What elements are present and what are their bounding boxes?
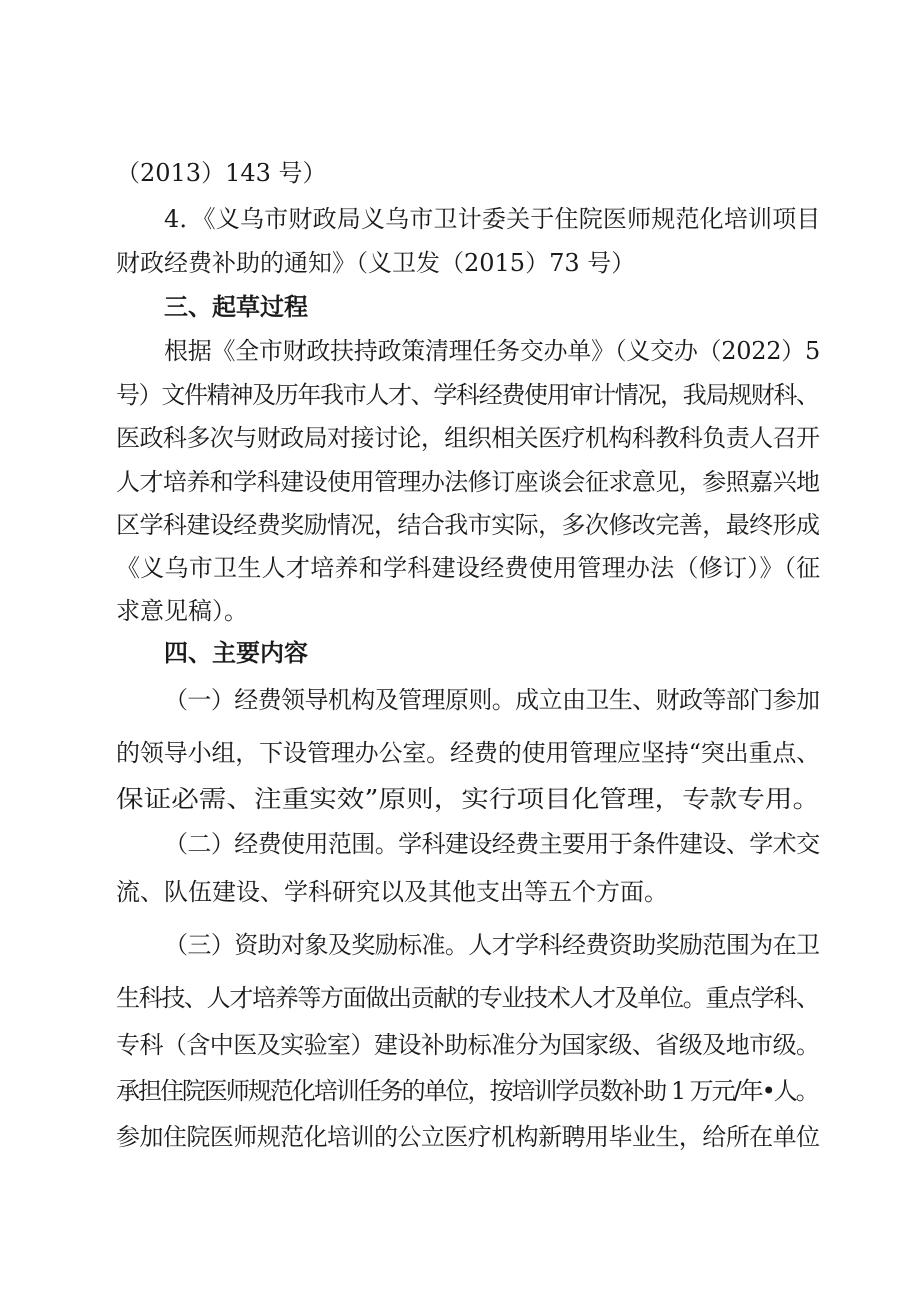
text-line-5: 号）文件精神及历年我市人才、学科经费使用审计情况，我局规财科、 <box>116 381 819 409</box>
section-heading-contents: 四、主要内容 <box>164 639 308 667</box>
text-line-11: （一）经费领导机构及管理原则。成立由卫生、财政等部门参加 <box>164 686 820 714</box>
text-line-4: 根据《全市财政扶持政策清理任务交办单》（义交办（2022）5 <box>164 337 820 365</box>
text-line-14: （二）经费使用范围。学科建设经费主要用于条件建设、学术交 <box>164 830 820 858</box>
text-line-17: 生科技、人才培养等方面做出贡献的专业技术人才及单位。重点学科、 <box>116 984 819 1012</box>
text-line-8: 区学科建设经费奖励情况，结合我市实际，多次修改完善，最终形成 <box>116 511 820 539</box>
text-line-3: 财政经费补助的通知》（义卫发（2015）73 号） <box>116 249 636 277</box>
text-line-1: （2013）143 号） <box>116 159 327 187</box>
text-line-13: 保证必需、注重实效”原则，实行项目化管理，专款专用。 <box>116 785 821 813</box>
text-line-19: 承担住院医师规范化培训任务的单位，按培训学员数补助 1 万元/年•人。 <box>116 1077 818 1105</box>
text-line-10: 求意见稿）。 <box>116 597 248 625</box>
text-line-20: 参加住院医师规范化培训的公立医疗机构新聘用毕业生，给所在单位 <box>116 1123 820 1151</box>
text-line-15: 流、队伍建设、学科研究以及其他支出等五个方面。 <box>116 878 668 906</box>
text-line-2: 4．《义乌市财政局义乌市卫计委关于住院医师规范化培训项目 <box>164 205 821 233</box>
section-heading-drafting: 三、起草过程 <box>164 293 308 321</box>
text-line-6: 医政科多次与财政局对接讨论，组织相关医疗机构科教科负责人召开 <box>116 424 820 452</box>
text-line-12: 的领导小组，下设管理办公室。经费的使用管理应坚持“突出重点、 <box>116 739 821 767</box>
text-line-7: 人才培养和学科建设使用管理办法修订座谈会征求意见，参照嘉兴地 <box>116 468 820 496</box>
text-line-9: 《义乌市卫生人才培养和学科建设经费使用管理办法（修订）》（征 <box>116 554 821 582</box>
text-line-18: 专科（含中医及实验室）建设补助标准分为国家级、省级及地市级。 <box>116 1031 820 1059</box>
text-line-16: （三）资助对象及奖励标准。人才学科经费资助奖励范围为在卫 <box>164 931 820 959</box>
